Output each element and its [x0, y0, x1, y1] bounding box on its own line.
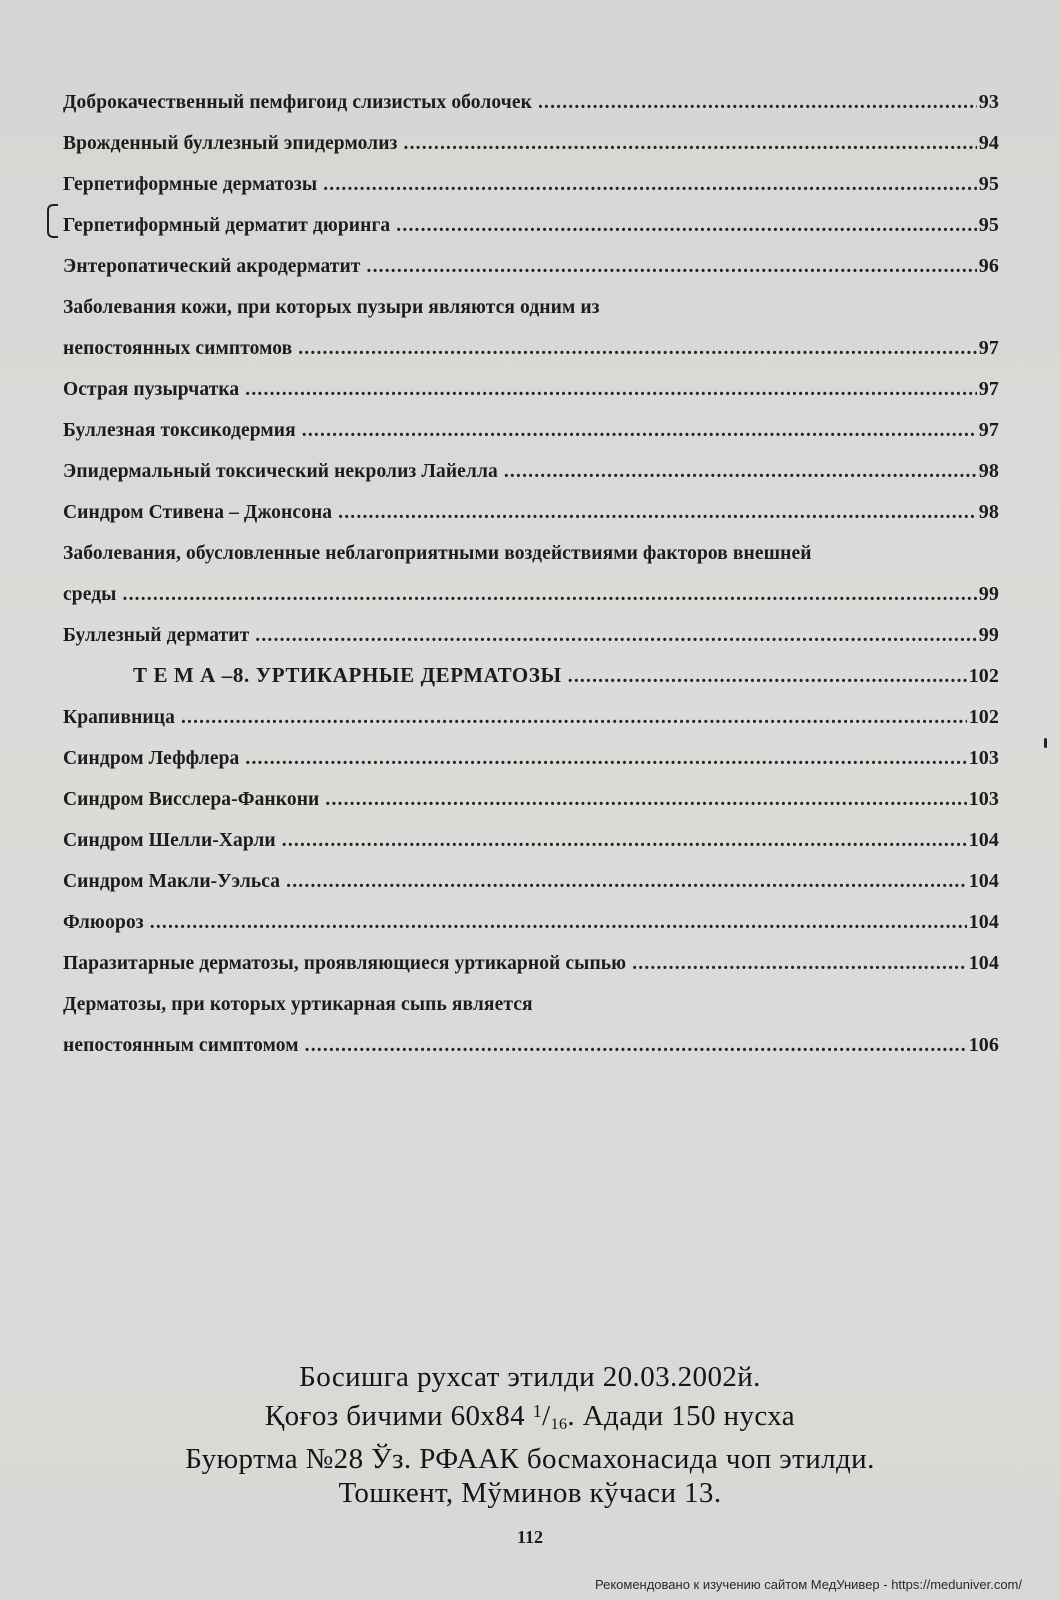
toc-entry-title: Герпетиформный дерматит дюринга [63, 215, 391, 236]
toc-leader-dots [404, 133, 977, 155]
toc-entry [63, 729, 999, 770]
toc-entry-page: 96 [978, 255, 999, 277]
print-speck [1044, 738, 1047, 748]
toc-entry-title: непостоянным симптомом [63, 1035, 299, 1056]
toc-entry [63, 770, 999, 811]
toc-leader-dots [282, 830, 967, 852]
toc-entry-title: Синдром Висслера-Фанкони [63, 789, 320, 810]
toc-entry-page: 94 [978, 132, 999, 154]
toc-leader-dots [538, 92, 977, 114]
handwritten-bracket-mark [47, 204, 58, 238]
imprint-address-line: Тошкент, Мўминов кўчаси 13. [338, 1477, 722, 1509]
site-watermark: Рекомендовано к изучению сайтом МедУнивер - https://meduniver.com/ [594, 1577, 1022, 1592]
toc-entry [63, 852, 999, 893]
toc-entry-page: 98 [978, 460, 999, 482]
toc-entry-title: непостоянных симптомов [63, 338, 293, 359]
toc-leader-dots [396, 215, 977, 237]
table-of-contents [63, 73, 999, 1057]
toc-entry-page: 104 [968, 911, 999, 933]
toc-leader-dots [338, 502, 977, 524]
imprint-circulation-text: . Адади 150 нусха [567, 1400, 796, 1432]
toc-entry-page: 97 [978, 378, 999, 400]
toc-entry-page: 104 [968, 870, 999, 892]
toc-entry-page: 106 [968, 1034, 999, 1056]
page-number: 112 [516, 1527, 543, 1547]
toc-entry-title: Синдром Стивена – Джонсона [63, 502, 333, 523]
toc-entry-title: среды [63, 584, 117, 605]
toc-entry [63, 73, 999, 114]
toc-entry [63, 811, 999, 852]
toc-entry [63, 155, 999, 196]
imprint-format-text: Қоғоз бичими 60х84 [264, 1400, 533, 1432]
toc-entry-title: Паразитарные дерматозы, проявляющиеся уртикарной сыпью [63, 953, 627, 974]
toc-entry-continued [63, 524, 999, 565]
imprint-order-line: Буюртма №28 Ўз. РФААК босмахонасида чоп этилди. [185, 1443, 875, 1475]
toc-entry-title: Буллезная токсикодермия [63, 420, 296, 441]
toc-entry-title: Крапивница [63, 707, 175, 728]
toc-entry-page: 97 [978, 419, 999, 441]
toc-entry-page: 93 [978, 91, 999, 113]
toc-entry [63, 606, 999, 647]
toc-entry-page: 97 [978, 337, 999, 359]
toc-entry [63, 360, 999, 401]
toc-entry-page: 99 [978, 624, 999, 646]
toc-entry [63, 401, 999, 442]
toc-entry [63, 688, 999, 729]
toc-entry-page: 95 [978, 173, 999, 195]
toc-entry-title: Буллезный дерматит [63, 625, 250, 646]
toc-entry-page: 104 [968, 952, 999, 974]
toc-entry [63, 319, 999, 360]
imprint-approval-line: Босишга рухсат этилди 20.03.2002й. [299, 1361, 761, 1393]
toc-leader-dots [367, 256, 977, 278]
toc-entry-title: Врожденный буллезный эпидермолиз [63, 133, 398, 154]
toc-entry-page: 99 [978, 583, 999, 605]
toc-entry [63, 934, 999, 975]
toc-entry-title: Герпетиформные дерматозы [63, 174, 318, 195]
toc-section-heading [63, 647, 999, 688]
toc-leader-dots [305, 1035, 967, 1057]
toc-entry-page: 102 [968, 665, 999, 687]
toc-entry [63, 893, 999, 934]
toc-leader-dots [255, 625, 977, 647]
toc-entry-title: Заболевания кожи, при которых пузыри являются одним из [63, 297, 600, 318]
toc-entry-title: Энтеропатический акродерматит [63, 256, 361, 277]
toc-entry-title: Эпидермальный токсический некролиз Лайелла [63, 461, 498, 482]
toc-entry [63, 442, 999, 483]
toc-leader-dots [504, 461, 977, 483]
toc-leader-dots [325, 789, 966, 811]
toc-entry-page: 103 [968, 788, 999, 810]
toc-entry-page: 104 [968, 829, 999, 851]
imprint-block [0, 1360, 1060, 1510]
toc-entry-title: Дерматозы, при которых уртикарная сыпь является [63, 994, 533, 1015]
toc-entry [63, 483, 999, 524]
imprint-fraction-numerator: 1 [532, 1401, 543, 1421]
toc-entry-continued [63, 975, 999, 1016]
toc-entry [63, 114, 999, 155]
toc-entry-title: Доброкачественный пемфигоид слизистых оболочек [63, 92, 532, 113]
toc-leader-dots [245, 748, 966, 770]
toc-entry-page: 95 [978, 214, 999, 236]
toc-leader-dots [286, 871, 967, 893]
toc-entry-page: 103 [968, 747, 999, 769]
toc-leader-dots [245, 379, 977, 401]
toc-entry [63, 196, 999, 237]
toc-entry-page: 98 [978, 501, 999, 523]
toc-leader-dots [181, 707, 967, 729]
toc-leader-dots [302, 420, 977, 442]
imprint-fraction-denominator: 16 [550, 1416, 568, 1433]
toc-leader-dots [123, 584, 977, 606]
toc-entry-title: Синдром Макли-Уэльса [63, 871, 281, 892]
toc-entry-title: Флюороз [63, 912, 144, 933]
toc-entry [63, 1016, 999, 1057]
toc-entry-page: 102 [968, 706, 999, 728]
toc-section-title: Т Е М А –8. УРТИКАРНЫЕ ДЕРМАТОЗЫ [133, 663, 562, 687]
toc-leader-dots [298, 338, 977, 360]
toc-entry-continued [63, 278, 999, 319]
toc-leader-dots [632, 953, 967, 975]
toc-entry-title: Острая пузырчатка [63, 379, 240, 400]
toc-leader-dots [568, 666, 967, 688]
toc-entry-title: Синдром Леффлера [63, 748, 240, 769]
toc-entry [63, 565, 999, 606]
toc-entry [63, 237, 999, 278]
imprint-format-line: Қоғоз бичими 60х84 $^1$/16. Адади 150 нусха [264, 1400, 796, 1433]
toc-entry-title: Заболевания, обусловленные неблагоприятными воздействиями факторов внешней [63, 543, 812, 564]
toc-entry-title: Синдром Шелли-Харли [63, 830, 276, 851]
toc-leader-dots [150, 912, 967, 934]
toc-leader-dots [323, 174, 977, 196]
